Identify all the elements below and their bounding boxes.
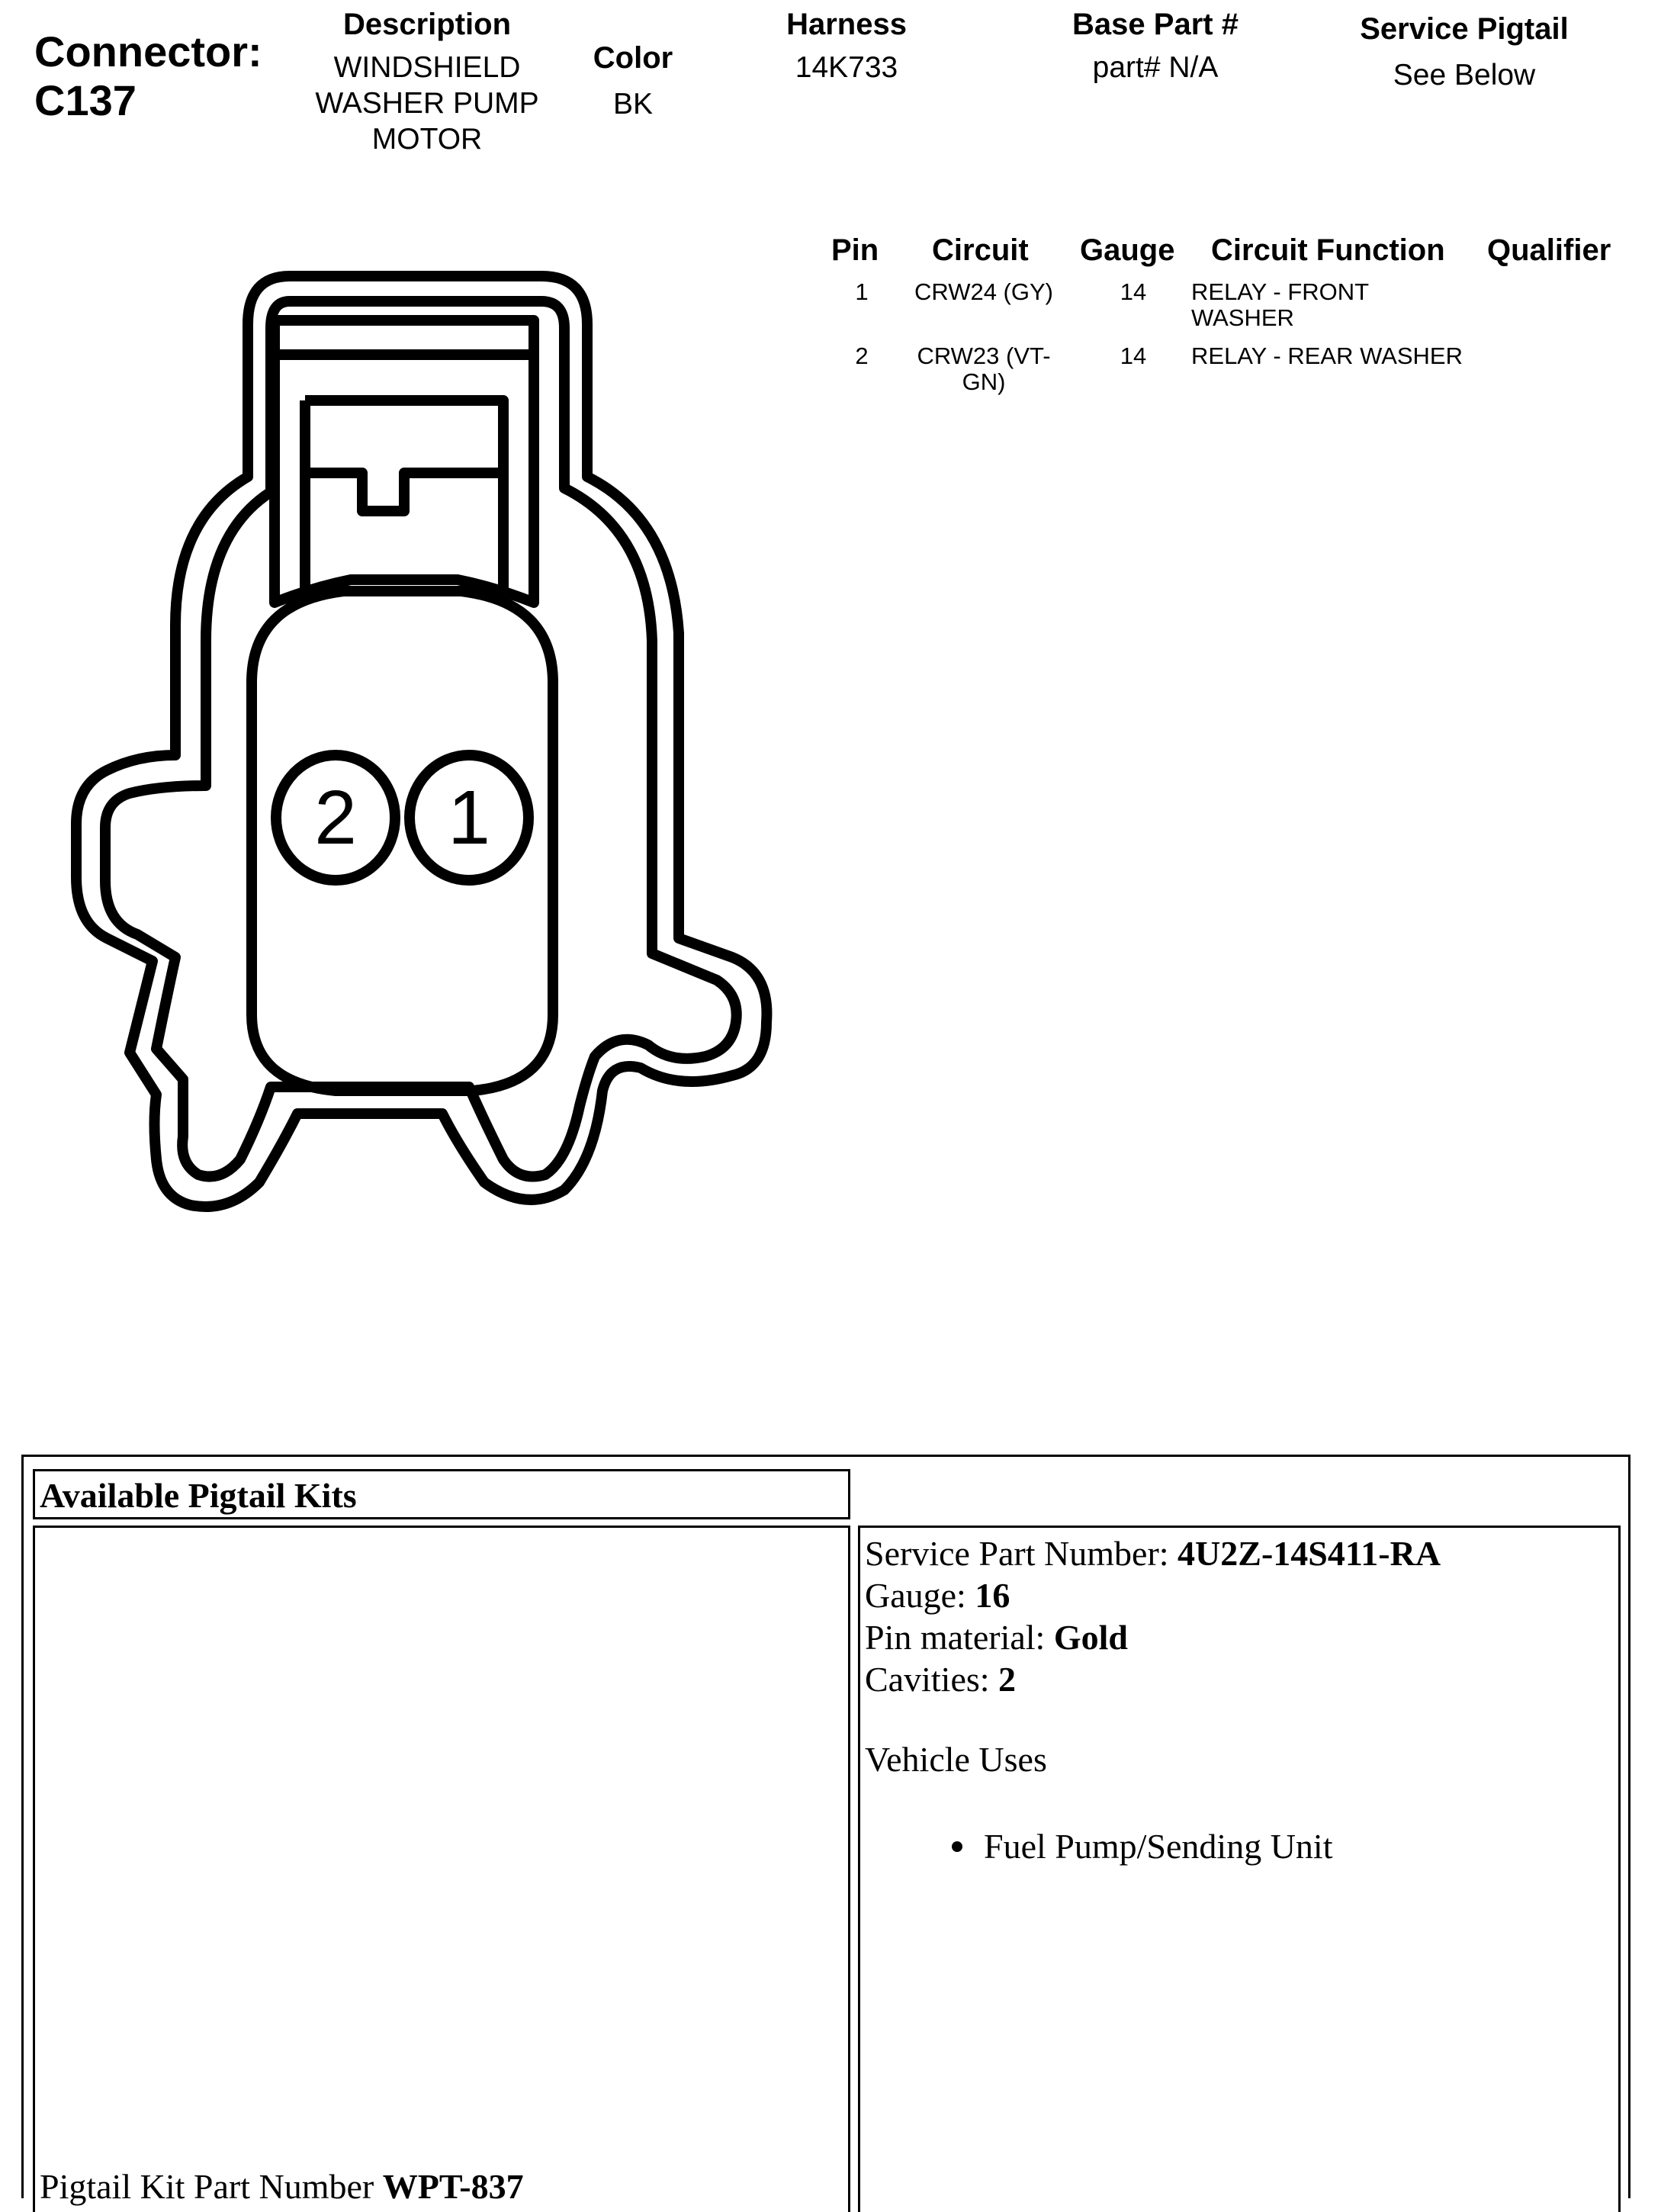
pigtail-kit-image-cell bbox=[33, 1526, 850, 2212]
pin-gauge: 14 bbox=[1120, 278, 1147, 305]
pin-function-line: RELAY - REAR WASHER bbox=[1191, 342, 1463, 369]
pigtail-kits-title: Available Pigtail Kits bbox=[40, 1476, 357, 1515]
pigtail-kit-details-cell bbox=[858, 1526, 1621, 2212]
service-part-number-row bbox=[865, 1532, 1441, 1574]
pin-material-label: Pin material: bbox=[865, 1618, 1054, 1657]
pin-circuit-line: GN) bbox=[962, 368, 1006, 396]
description-value bbox=[290, 50, 564, 157]
service-part-value: 4U2Z-14S411-RA bbox=[1177, 1534, 1441, 1573]
kit-part-value: WPT-837 bbox=[382, 2167, 524, 2206]
color-header: Color bbox=[593, 41, 673, 75]
function-col-header: Circuit Function bbox=[1211, 233, 1445, 267]
pin-body bbox=[252, 591, 553, 1091]
gauge-col-header: Gauge bbox=[1080, 233, 1175, 267]
pigtail-kit-part-number bbox=[40, 2165, 524, 2207]
gauge-row bbox=[865, 1574, 1441, 1616]
connector-label bbox=[34, 27, 262, 126]
cavities-value: 2 bbox=[998, 1660, 1017, 1699]
latch-notch bbox=[305, 473, 503, 511]
cavity-2-label: 2 bbox=[314, 775, 357, 860]
pigtail-spec-block bbox=[865, 1532, 1441, 1700]
description-line: WASHER PUMP bbox=[315, 86, 539, 120]
color-value: BK bbox=[612, 88, 654, 121]
vehicle-uses-title: Vehicle Uses bbox=[865, 1740, 1047, 1779]
bullet-icon bbox=[952, 1841, 962, 1852]
gauge-label: Gauge: bbox=[865, 1576, 975, 1615]
connector-label-line1: Connector: bbox=[34, 27, 262, 76]
pin-col-header: Pin bbox=[831, 233, 879, 267]
pin-gauge: 14 bbox=[1120, 342, 1147, 369]
base-part-value: part# N/A bbox=[1092, 51, 1219, 84]
gauge-value: 16 bbox=[975, 1576, 1010, 1615]
description-header: Description bbox=[342, 8, 512, 41]
circuit-col-header: Circuit bbox=[932, 233, 1029, 267]
housing-inner-outline bbox=[105, 301, 737, 1177]
pin-circuit-line: CRW24 (GY) bbox=[914, 278, 1053, 305]
pin-circuit bbox=[908, 343, 1060, 395]
connector-face-diagram bbox=[61, 267, 793, 1228]
cavities-row bbox=[865, 1658, 1441, 1700]
vehicle-uses-list bbox=[952, 1825, 1332, 1867]
harness-value: 14K733 bbox=[795, 51, 898, 84]
pin-function-line: WASHER bbox=[1191, 304, 1294, 332]
pin-number: 1 bbox=[855, 278, 869, 305]
harness-header: Harness bbox=[786, 8, 907, 41]
pigtail-kits-table bbox=[21, 1455, 1630, 2206]
pin-function-line: RELAY - FRONT bbox=[1191, 278, 1370, 305]
base-part-header: Base Part # bbox=[1072, 8, 1239, 41]
service-part-label: Service Part Number: bbox=[865, 1534, 1178, 1573]
pin-circuit bbox=[908, 279, 1060, 305]
connector-id: C137 bbox=[34, 76, 137, 125]
pin-function bbox=[1191, 343, 1481, 369]
housing-outer-outline bbox=[76, 276, 766, 1207]
latch-outer bbox=[275, 320, 534, 603]
list-item bbox=[952, 1825, 1332, 1867]
description-line: WINDSHIELD bbox=[333, 51, 521, 84]
cavity-1-label: 1 bbox=[448, 775, 490, 860]
pin-function bbox=[1191, 279, 1481, 331]
kit-part-label: Pigtail Kit Part Number bbox=[40, 2167, 383, 2206]
pin-circuit-line: CRW23 (VT- bbox=[917, 342, 1051, 369]
service-pigtail-header: Service Pigtail bbox=[1360, 12, 1569, 46]
pin-material-row bbox=[865, 1616, 1441, 1658]
description-line: MOTOR bbox=[371, 122, 483, 156]
pin-material-value: Gold bbox=[1053, 1618, 1128, 1657]
qualifier-col-header: Qualifier bbox=[1487, 233, 1611, 267]
pin-number: 2 bbox=[855, 342, 869, 369]
service-pigtail-value: See Below bbox=[1393, 59, 1536, 92]
vehicle-use-label: Fuel Pump/Sending Unit bbox=[984, 1827, 1333, 1866]
cavities-label: Cavities: bbox=[865, 1660, 999, 1699]
pigtail-kits-title-cell bbox=[33, 1469, 850, 1519]
